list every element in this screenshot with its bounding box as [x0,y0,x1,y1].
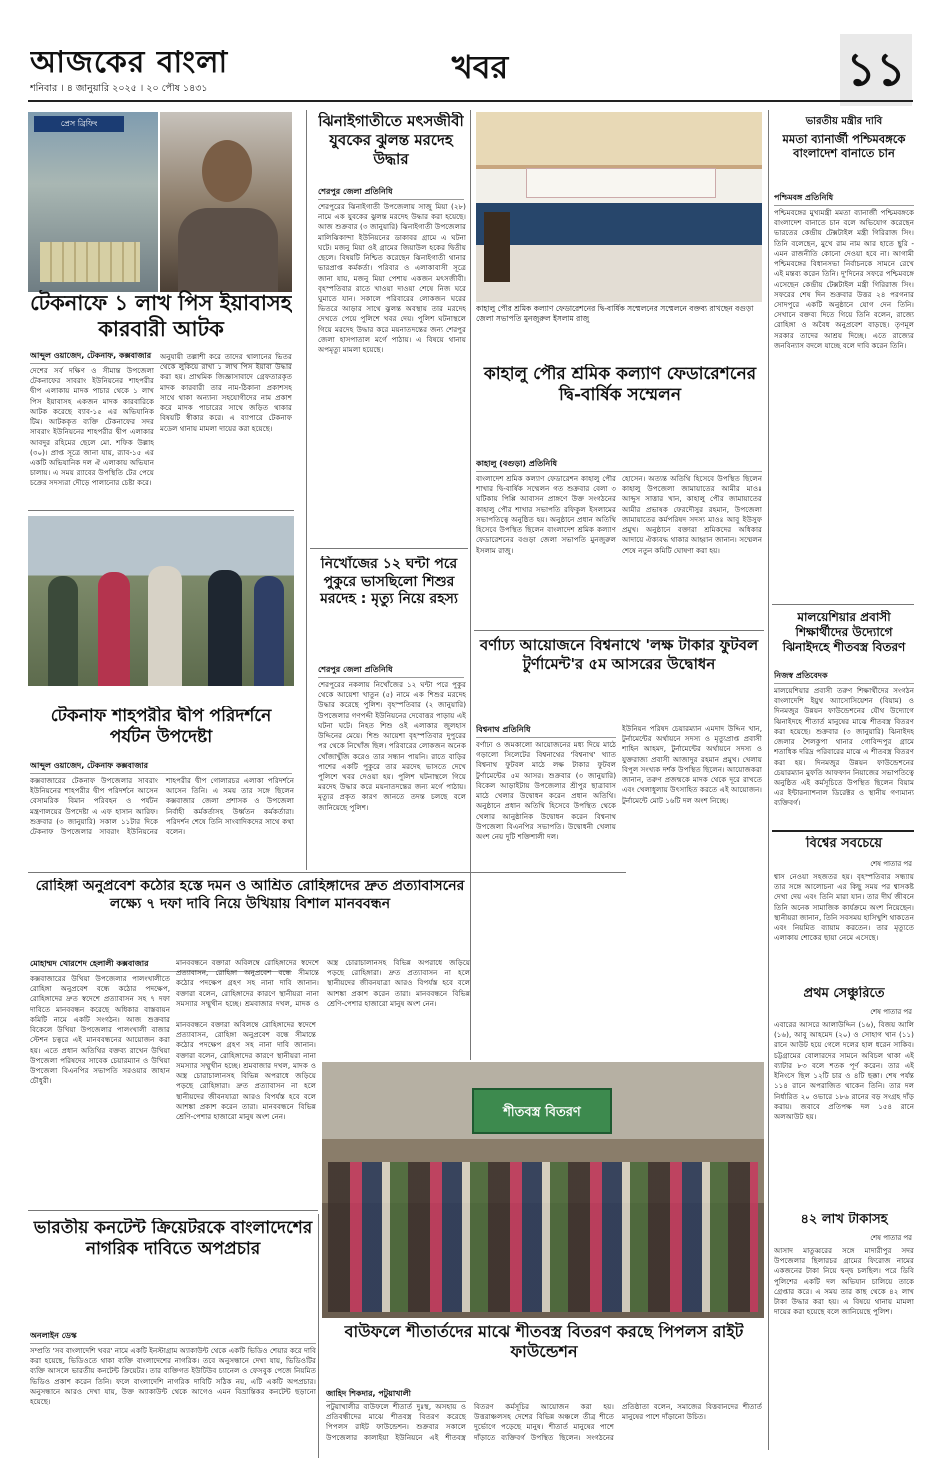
byline-bishwanath: বিশ্বনাথ প্রতিনিধি [476,724,616,738]
divider [28,510,294,511]
headline-shahporir: টেকনাফ শাহপরীর দ্বীপ পরিদর্শনে পর্যটন উপদেষ্টা [50,706,272,748]
headline-kahalu: কাহালু পৌর শ্রমিক কল্যাণ ফেডারেশনের দ্বি-বার্ষিক সম্মেলন [483,364,757,406]
divider [772,604,914,605]
bishwer-continued: শেষ পাতার পর [870,860,912,868]
byline-shahporir: আব্দুল ওয়াজেদ, টেকনাফ কক্সবাজার [30,760,292,774]
crowd [328,1162,758,1312]
person-4 [208,570,242,686]
banner-text: শীতবস্ত্র বিতরণ [503,1105,581,1120]
headline-mamata: মমতা ব্যানার্জী পশ্চিমবঙ্গকে বাংলাদেশ বানাতে চান [782,132,906,161]
mamata-kicker: ভারতীয় মন্ত্রীর দাবি [805,116,883,127]
person-1 [48,576,78,686]
byline-content-creator: অনলাইন ডেস্ক [30,1330,316,1344]
body-jhenaigati: শেরপুরের ঝিনাইগাতী উপজেলায় সাজু মিয়া (২৮) নামে এক যুবকের ঝুলন্ত মরদেহ উদ্ধার করা হয়েছে। আজ শুক্রবার (৩ জানুয়ারি) ঝিনাইগাতী উপজেলার মালিঝিকান্দা ইউনিয়নের ডাকাবর গ্রামে এ ঘটনা ঘটে। মজনু মিয়া ওই গ্রামের জিয়াউল হকের দ্বিতীয় ছেলে। বিষয়টি নিশ্চিত করেছেন ঝিনাইগাতী থানার ভারপ্রাপ্ত কর্মকর্তা। পরিবার ও এলাকাবাসী সূত্রে জানা যায়, মজনু মিয়া পেশায় একজন মৎসজীবী। বৃহস্পতিবার রাতে খাওয়া দাওয়া শেষে নিজ ঘরে ঘুমাতে যান। সকালে পরিবারের লোকজন ঘরের ভিতরে আড়ার সাথে ঝুলন্ত অবস্থায় তার মরদেহ দেখতে পেয়ে পুলিশে খবর দেয়। পুলিশ ঘটনাস্থলে গিয়ে মরদেহ উদ্ধার করে ময়নাতদন্তের জন্য শেরপুর জেলা হাসপাতাল মর্গে পাঠায়। এ বিষয়ে থানায় অপমৃত্যু মামলা হয়েছে। [318,202,466,355]
headline-prothom: প্রথম সেঞ্চুরিতে [803,986,885,1001]
body-rohingya-2: মানববন্ধনে বক্তারা অবিলম্বে রোহিঙ্গাদের স্বদেশে প্রত্যাবাসন, রোহিঙ্গা অনুপ্রবেশ বন্ধে সীমান্তে কঠোর পদক্ষেপ গ্রহণ সহ নানা দাবি জানান। বক্তারা বলেন, রোহিঙ্গাদের কারণে স্থানীয়রা নানা সমস্যার সম্মুখীন হচ্ছে। শ্রমবাজার দখল, মাদক ও অস্ত্র চোরাচালানসহ বিভিন্ন অপরাধে জড়িয়ে পড়ছে রোহিঙ্গারা। দ্রুত প্রত্যাবাসন না হলে স্থানীয়দের জীবনযাত্রা আরও বিপর্যস্ত হবে বলে আশঙ্কা প্রকাশ করেন তারা। মানববন্ধনে বিভিন্ন শ্রেণি-পেশার হাজারো মানুষ অংশ নেন। [176,958,470,1008]
baufal-distribution-photo [322,1062,764,1318]
body-prothom: এবারের আসরে আলাউদ্দিন (১৬), বিজয় আলি (১৬), আবু আহমেদ (২০) ও সোহাগ খান (১১) রানে আউট হয়ে গেলে দলের হাল ধরেন সাকিব। চট্টগ্রামের বোলারদের সামনে অবিচল থাকা এই ব্যাটার ৮৩ বলে শতক পূর্ণ করেন। তার এই ইনিংসে ছিল ১২টি চার ও ৪টি ছক্কা। শেষ পর্যন্ত ১১৪ রানে অপরাজিত থাকেন তিনি। তার দল নির্ধারিত ২০ ওভারে ১৮৬ রানের বড় সংগ্রহ দাঁড় করায়। জবাবে প্রতিপক্ষ দল ১৫৪ রানে অলআউট হয়। [774,1020,914,1121]
headline-bishwanath: বর্ণাঢ্য আয়োজনে বিশ্বনাথে 'লক্ষ টাকার ফুটবল টুর্ণামেন্ট'র ৫ম আসরের উদ্বোধন [479,636,759,673]
headline-content-creator: ভারতীয় কনটেন্ট ক্রিয়েটরকে বাংলাদেশের নাগরিক দাবিতে অপপ্রচার [33,1218,313,1260]
headline-bishwer: বিশ্বের সবচেয়ে [805,836,883,851]
body-content-creator: সম্প্রতি 'সব বাংলাদেশি খবর' নামে একটি ইনস্টাগ্রাম অ্যাকাউন্ট থেকে একটি ভিডিও শেয়ার করে দাবি করা হয়েছে, ভিডিওতে থাকা ব্যক্তি বাংলাদেশের নাগরিক। তবে অনুসন্ধানে দেখা যায়, ভিডিওটির ব্যক্তি আসলে ভারতীয় কনটেন্ট ক্রিয়েটর। তার ব্যক্তিগত ইউটিউব চ্যানেল ও ফেসবুক পেজে নিয়মিত ভিডিও প্রকাশ করেন তিনি। ফলে বাংলাদেশি নাগরিক দাবিটি সঠিক নয়, এটি একটি অপপ্রচার। অনুসন্ধানে আরও দেখা যায়, উক্ত অ্যাকাউন্ট থেকে আগেও এমন বিভ্রান্তিকর কনটেন্ট ছড়ানো হয়েছে। [30,1346,316,1407]
divider [474,630,764,631]
byline-teknaf-yaba: আব্দুল ওয়াজেদ, টেকনাফ, কক্সবাজার [30,350,292,364]
column-rule [318,1214,319,1458]
column-rule [306,110,307,870]
prothom-continued: শেষ পাতার পর [870,1008,912,1016]
kahalu-photo-caption: কাহালু পৌর শ্রমিক কল্যাণ ফেডারেশনের দ্বি-বার্ষিক সম্মেলনের সম্মেলনে বক্তব্য রাখছেন বগুড়া জেলা সভাপতি মুনজুরুল ইসলাম রাজু [476,304,754,324]
body-rohingya-1: কক্সবাজারের উখিয়া উপজেলার পালংখালীতে রোহিঙ্গা অনুপ্রবেশ বন্ধে কঠোর পদক্ষেপ, রোহিঙ্গাদের দ্রুত স্বদেশে প্রত্যাবাসন সহ ৭ দফা দাবিতে মানববন্ধন করেছে অধিকার বাস্তবায়ন কমিটি নামে একটি সংগঠন। আজ শুক্রবার বিকেলে উখিয়া উপজেলার পালংখালী বাজার স্টেশন চত্বরে এই মানববন্ধনের আয়োজন করা হয়। এতে প্রধান অতিথির বক্তব্য রাখেন উখিয়া উপজেলা পরিষদের সাবেক চেয়ারম্যান ও উখিয়া উপজেলা বিএনপির সভাপতি সরওয়ার জাহান চৌধুরী। [30,974,170,1086]
distribution-banner [472,1088,612,1134]
body-teknaf-yaba-2: অনুযায়ী তল্লাশী করে তাদের থালানের ভিতর থেকে লুকিয়ে রাখা ১ লাখ পিস ইয়াবা উদ্ধার করা হয়। প্রাথমিক জিজ্ঞাসাবাদে গ্রেফতারকৃত মাদক কারবারী তার নাম-ঠিকানা প্রকাশসহ সাথে থাকা অন্যান্য সহযোগীদের নাম প্রকাশ করে মাদক পাচারের সাথে জড়িত থাকার বিষয়টি স্বীকার করে। এ ব্যাপারে টেকনাফ মডেল থানায় মামলা দায়ের করা হয়েছে। [160,352,292,433]
headline-malaysia: মালয়েশিয়ার প্রবাসী শিক্ষার্থীদের উদ্যোগে ঝিনাইদহে শীতবস্ত্র বিতরণ [782,610,906,654]
person-2 [98,572,130,686]
byline-kahalu: কাহালু (বগুড়া) প্রতিনিধি [476,458,762,472]
seized-yaba-photo [28,112,158,292]
arrested-person-photo [160,112,292,292]
kahalu-conference-photo [476,112,762,302]
stage-banner [526,168,716,198]
byline-rohingya: মোহাম্মদ খোরশেদ হেলালী কক্সবাজার [30,958,292,972]
person-5 [254,576,284,686]
body-shahporir: কক্সবাজারের টেকনাফ উপজেলার সাবরাং ইউনিয়নের শাহপরীর দ্বীপ পরিদর্শনে আসেন বেসামরিক বিমান পরিবহন ও পর্যটন মন্ত্রণালয়ের উপদেষ্টা এ এফ হাসান আরিফ। শুক্রবার (৩ জানুয়ারি) সকাল ১১টার দিকে টেকনাফ উপজেলার সাবরাং ইউনিয়নের শাহপরীর দ্বীপ গোলারচর এলাকা পরিদর্শনে আসেন তিনি। এ সময় তার সঙ্গে ছিলেন কক্সবাজার জেলা প্রশাসক ও উপজেলা নির্বাহী কর্মকর্তাসহ উর্ধ্বতন কর্মকর্তারা। পরিদর্শন শেষে তিনি সাংবাদিকদের সাথে কথা বলেন। [30,776,294,837]
column-rule [470,110,471,1060]
newspaper-logo: আজকের বাংলা [30,45,229,78]
body-nikhoj: শেরপুরের নকলায় নিখোঁজের ১২ ঘন্টা পরে পুকুর থেকে আয়েশা খাতুন (৫) নামে এক শিশুর মরদেহ উদ্ধার করেছে পুলিশ। বৃহস্পতিবার (২ জানুয়ারি) উপজেলার গণপদ্দী ইউনিয়নের দেবোত্তর পাড়ায় এই ঘটনা ঘটে। নিহত শিশু ওই এলাকার জুলহাস উদ্দিনের মেয়ে। শিশু আয়েশা বৃহস্পতিবার দুপুরের পর থেকে নিখোঁজ ছিল। পরিবারের লোকজন অনেক খোঁজাখুঁজি করেও তার সন্ধান পায়নি। রাতে বাড়ির পাশের একটি পুকুরে তার মরদেহ ভাসতে দেখে পুলিশে খবর দেওয়া হয়। পুলিশ ঘটনাস্থলে গিয়ে মরদেহ উদ্ধার করে ময়নাতদন্তের জন্য মর্গে পাঠায়। মৃত্যুর প্রকৃত কারণ জানতে তদন্ত চলছে বলে জানিয়েছে পুলিশ। [318,680,466,812]
shirt [178,208,278,292]
body-bishwanath-1: বর্ণাঢ্য ও জমকালো আয়োজনের মধ্য দিয়ে মাঠে গড়ালো সিলেটের বিশ্বনাথের 'বিশ্বনাথ' খ্যাত বিশ্বনাথ ফুটবল মাঠে লক্ষ টাকার ফুটবল টুর্ণামেন্টের ৫ম আসর। শুক্রবার (৩ জানুয়ারি) বিকেল আড়াইটায় উপজেলার শ্রীপুর ছাত্রাবাস মাঠে খেলার উদ্বোধন করেন প্রধান অতিথি। অনুষ্ঠানে প্রধান অতিথি হিসেবে উপস্থিত থেকে খেলার আনুষ্ঠানিক উদ্বোধন করেন বিশ্বনাথ উপজেলা বিএনপির সভাপতি। উদ্বোধনী খেলায় অংশ নেয় দুটি শক্তিশালী দল। [476,740,616,841]
press-briefing-banner: প্রেস ব্রিফিং [34,116,124,132]
headline-baufal: বাউফলে শীতার্তদের মাঝে শীতবস্ত্র বিতরণ করছে পিপলস রাইট ফাউন্ডেশন [344,1322,744,1361]
headline-nikhoj: নিখোঁজের ১২ ঘন্টা পরে পুকুরে ভাসছিলো শিশুর মরদেহ : মৃত্যু নিয়ে রহস্য [320,556,458,607]
byline-mamata: পশ্চিমবঙ্গ প্রতিনিধি [774,192,914,206]
face [202,140,252,202]
byline-nikhoj: শেরপুর জেলা প্রতিনিধি [318,664,464,678]
byline-malaysia: নিজস্ব প্রতিবেদক [774,670,914,684]
page-number: ১১ [840,34,912,106]
byline-jhenaigati: শেরপুর জেলা প্রতিনিধি [318,186,464,200]
body-bishwanath-2: ইউনিয়ন পরিষদ চেয়ারম্যান এমদাদ উদ্দিন খান, টুর্নামেন্টের অর্থায়নে সদস্য ও মৃত্যুপ্রাপ্ত প্রবাসী শাহিন আহমদ, টুর্নামেন্টের অর্থায়নে সদস্য ও যুক্তরাজ্য প্রবাসী আজাদুর রহমান প্রমুখ। খেলায় বিপুল সংখ্যক দর্শক উপস্থিত ছিলেন। আয়োজকরা জানান, তরুণ প্রজন্মকে মাদক থেকে দূরে রাখতে এবং খেলাধুলায় উৎসাহিত করতে এই আয়োজন। টুর্নামেন্টে মোট ১৬টি দল অংশ নিচ্ছে। [622,724,762,805]
column-rule [768,110,769,1450]
body-rohingya-3: মানববন্ধনে বক্তারা অবিলম্বে রোহিঙ্গাদের স্বদেশে প্রত্যাবাসন, রোহিঙ্গা অনুপ্রবেশ বন্ধে সীমান্তে কঠোর পদক্ষেপ গ্রহণ সহ নানা দাবি জানান। বক্তারা বলেন, রোহিঙ্গাদের কারণে স্থানীয়রা নানা সমস্যার সম্মুখীন হচ্ছে। শ্রমবাজার দখল, মাদক ও অস্ত্র চোরাচালানসহ বিভিন্ন অপরাধে জড়িয়ে পড়ছে রোহিঙ্গারা। দ্রুত প্রত্যাবাসন না হলে স্থানীয়দের জীবনযাত্রা আরও বিপর্যস্ত হবে বলে আশঙ্কা প্রকাশ করেন তারা। মানববন্ধনে বিভিন্ন শ্রেণি-পেশার হাজারো মানুষ অংশ নেন। [176,1020,316,1121]
masthead-rule [28,100,913,102]
headline-teknaf-yaba: টেকনাফে ১ লাখ পিস ইয়াবাসহ কারবারী আটক [30,291,292,342]
body-kahalu-1: বাংলাদেশ শ্রমিক কল্যাণ ফেডারেশন কাহালু পৌর শাখার দ্বি-বার্ষিক সম্মেলন গত শুক্রবার বেলা ৩ ঘটিকায় পিপ্পি আবাসন প্রাঙ্গণে উক্ত সংগঠনের কাহালু পৌর শাখার সভাপতি রফিকুল ইসলামের সভাপতিত্বে অনুষ্ঠিত হয়। অনুষ্ঠানে প্রধান অতিথি হিসেবে উপস্থিত ছিলেন বাংলাদেশ শ্রমিক কল্যাণ ফেডারেশনের বগুড়া জেলা সভাপতি মুনজুরুল ইসলাম রাজু। [476,474,616,555]
yaba-packets [40,242,140,282]
42-lakh-continued: শেষ পাতার পর [870,1234,912,1242]
body-bishwer: শ্বাস নেওয়া সহজতর হয়। বৃহস্পতিবার সন্ধ্যায় তার সঙ্গে আলোচনা এর কিছু সময় পর শ্বাসকষ্ট দেখা দেয় এবং তিনি মারা যান। তার দীর্ঘ জীবনে তিনি অনেক সামাজিক কার্যক্রমে অংশ নিয়েছেন। স্থানীয়রা জানান, তিনি সবসময় হাসিখুশি থাকতেন এবং নিয়মিত ব্যায়াম করতেন। তার মৃত্যুতে এলাকায় শোকের ছায়া নেমে এসেছে। [774,872,914,943]
body-42-lakh: আসাদ মাতুব্বরের সঙ্গে মাদারীপুর সদর উপজেলার ছিলারচর গ্রামের ফিরোজ নামের একজনের টাকা নিয়ে দ্বন্দ্ব চলছিল। পরে ডিবি পুলিশের একটি দল অভিযান চালিয়ে তাকে গ্রেপ্তার করে। এ সময় তার কাছ থেকে ৪২ লাখ টাকা উদ্ধার করা হয়। এ বিষয়ে থানায় মামলা দায়ের করা হয়েছে বলে জানিয়েছে পুলিশ। [774,1246,914,1317]
person-3 [148,566,182,686]
byline-baufal: জাহিদ শিকদার, পটুয়াখালী [326,1388,466,1402]
advisor-visit-photo [28,516,294,686]
divider [28,1210,318,1211]
body-baufal: পটুয়াখালীর বাউফলে শীতার্ত দুঃস্থ, অসহায় ও প্রতিবন্ধীদের মাঝে শীতবস্ত্র বিতরণ করেছে পিপলস রাইট ফাউন্ডেশন। শুক্রবার সকালে উপজেলার কালাইয়া ইউনিয়নে এই শীতবস্ত্র বিতরণ কর্মসূচির আয়োজন করা হয়। উত্তরাঞ্চলসহ দেশের বিভিন্ন অঞ্চলে তীব্র শীতে দুর্ভোগে পড়েছে মানুষ। শীতার্ত মানুষের পাশে দাঁড়াতে ব্যক্তিবর্গ উপস্থিত ছিলেন। সংগঠনের প্রতিষ্ঠাতা বলেন, সমাজের বিত্তবানদের শীতার্ত মানুষের পাশে দাঁড়ানো উচিত। [326,1402,762,1442]
dateline: শনিবার । ৪ জানুয়ারি ২০২৫ । ২০ পৌষ ১৪৩১ [30,83,208,94]
headline-42-lakh: ৪২ লাখ টাকাসহ [800,1212,888,1227]
body-malaysia: মালয়েশিয়ার প্রবাসী তরুণ শিক্ষার্থীদের সংগঠন বাংলাদেশি ইয়ুথ অ্যাসোসিয়েশন (বিয়াম) ও দিনমজুর উন্নয়ন ফাউন্ডেশনের যৌথ উদ্যোগে ঝিনাইদহে শীতার্ত মানুষের মাঝে শীতবস্ত্র বিতরণ করা হয়েছে। শুক্রবার (৩ জানুয়ারি) ঝিনাইদহ জেলার শৈলকুপা থানার গোবিন্দপুর গ্রামে শতাধিক দরিদ্র পরিবারের মাঝে এ শীতবস্ত্র বিতরণ করা হয়। দিনমজুর উন্নয়ন ফাউন্ডেশনের চেয়ারম্যান মুফতি আফফান নিয়াজের সভাপতিত্বে অনুষ্ঠিত এই কর্মসূচিতে উপস্থিত ছিলেন বিয়াম এর ইন্টারন্যাশনাল ডিরেক্টর ও স্থানীয় গণ্যমান্য ব্যক্তিবর্গ। [774,686,914,808]
headline-jhenaigati: ঝিনাইগাতীতে মৎসজীবী যুবকের ঝুলন্ত মরদেহ উদ্ধার [318,112,464,168]
body-mamata: পশ্চিমবঙ্গের মুখ্যমন্ত্রী মমতা ব্যানার্জী পশ্চিমবঙ্গকে বাংলাদেশ বানাতে চান বলে অভিযোগ করেছেন ভারতের কেন্দ্রীয় টেক্সটাইল মন্ত্রী গিরিরাজ সিং। তিনি বলেছেন, মুখে রাম নাম আর হাতে ছুরি - এমন রাজনীতি কোনো দেওয়া হবে না। আগামী পশ্চিমবঙ্গের বিধানসভা নির্বাচনকে সামনে রেখে এই মন্তব্য করেন তিনি। দু'দিনের সফরে পশ্চিমবঙ্গে এসেছেন কেন্দ্রীয় টেক্সটাইল মন্ত্রী গিরিরাজ সিং। সফরের শেষ দিন শুক্রবার উত্তর ২৪ পরগনার সোদপুরে একটি অনুষ্ঠানে যোগ দেন তিনি। সেখানে বক্তব্য দিতে গিয়ে তিনি বলেন, রাজ্যে রোহিঙ্গা ও অবৈধ অনুপ্রবেশ বাড়ছে। তৃণমূল সরকার তাদের আশ্রয় দিচ্ছে। এতে রাজ্যের জনবিন্যাস বদলে যাচ্ছে বলে দাবি করেন তিনি। [774,208,914,350]
body-teknaf-yaba-1: দেশের সর্ব দক্ষিণ ও সীমান্ত উপজেলা টেকনাফের সাবরাং ইউনিয়নের শাহপরীর দ্বীপ এলাকায় মাদক পাচার থেকে ১ লাখ পিস ইয়াবাসহ একজন মাদক কারবারিকে আটক করেছে ব্যাব-১৫ এর অভিযানিক টিম। আটককৃত ব্যক্তি টেকনাফের সদর সাবরাং ইউনিয়নের শাহপরীর দ্বীপ এলাকার আবদুর রহিমের ছেলে মো. শফিক উল্লাহ (৩০)। প্রাপ্ত সূত্রে জানা যায়, র‌্যাব-১৫ এর একটি অভিযানিক দল ঐ এলাকায় অভিযান চালায়। এ সময় র‌্যাবের উপস্থিতি টের পেয়ে চক্রের সদস্যরা দৌড়ে পালানোর চেষ্টা করে। [30,366,154,488]
podium [484,212,510,282]
body-kahalu-2: হোসেন। অত্যন্ত অতিথি হিসেবে উপস্থিত ছিলেন কাহালু উপজেলা জামায়াতের আমীর মাওঃ আব্দুস সাত্তার খান, কাহালু পৌর জামায়াতের আমীর প্রভাষক ফেরদৌসুর রহমান, উপজেলা জামায়াতের কর্মপরিষদ সদস্য মাওঃ আবু ইউসুফ প্রমুখ। অনুষ্ঠানে বক্তারা শ্রমিকদের অধিকার আদায়ে ঐক্যবদ্ধ থাকার আহ্বান জানান। সম্মেলন শেষে নতুন কমিটি ঘোষণা করা হয়। [622,474,762,555]
section-title: খবর [451,48,509,86]
divider [310,548,468,549]
headline-rohingya: রোহিঙ্গা অনুপ্রবেশ কঠোর হস্তে দমন ও আশ্রিত রোহিঙ্গাদের দ্রুত প্রত্যাবাসনের লক্ষ্যে ৭ দফা দাবি নিয়ে উখিয়ায় বিশাল মানববন্ধন [35,878,465,912]
